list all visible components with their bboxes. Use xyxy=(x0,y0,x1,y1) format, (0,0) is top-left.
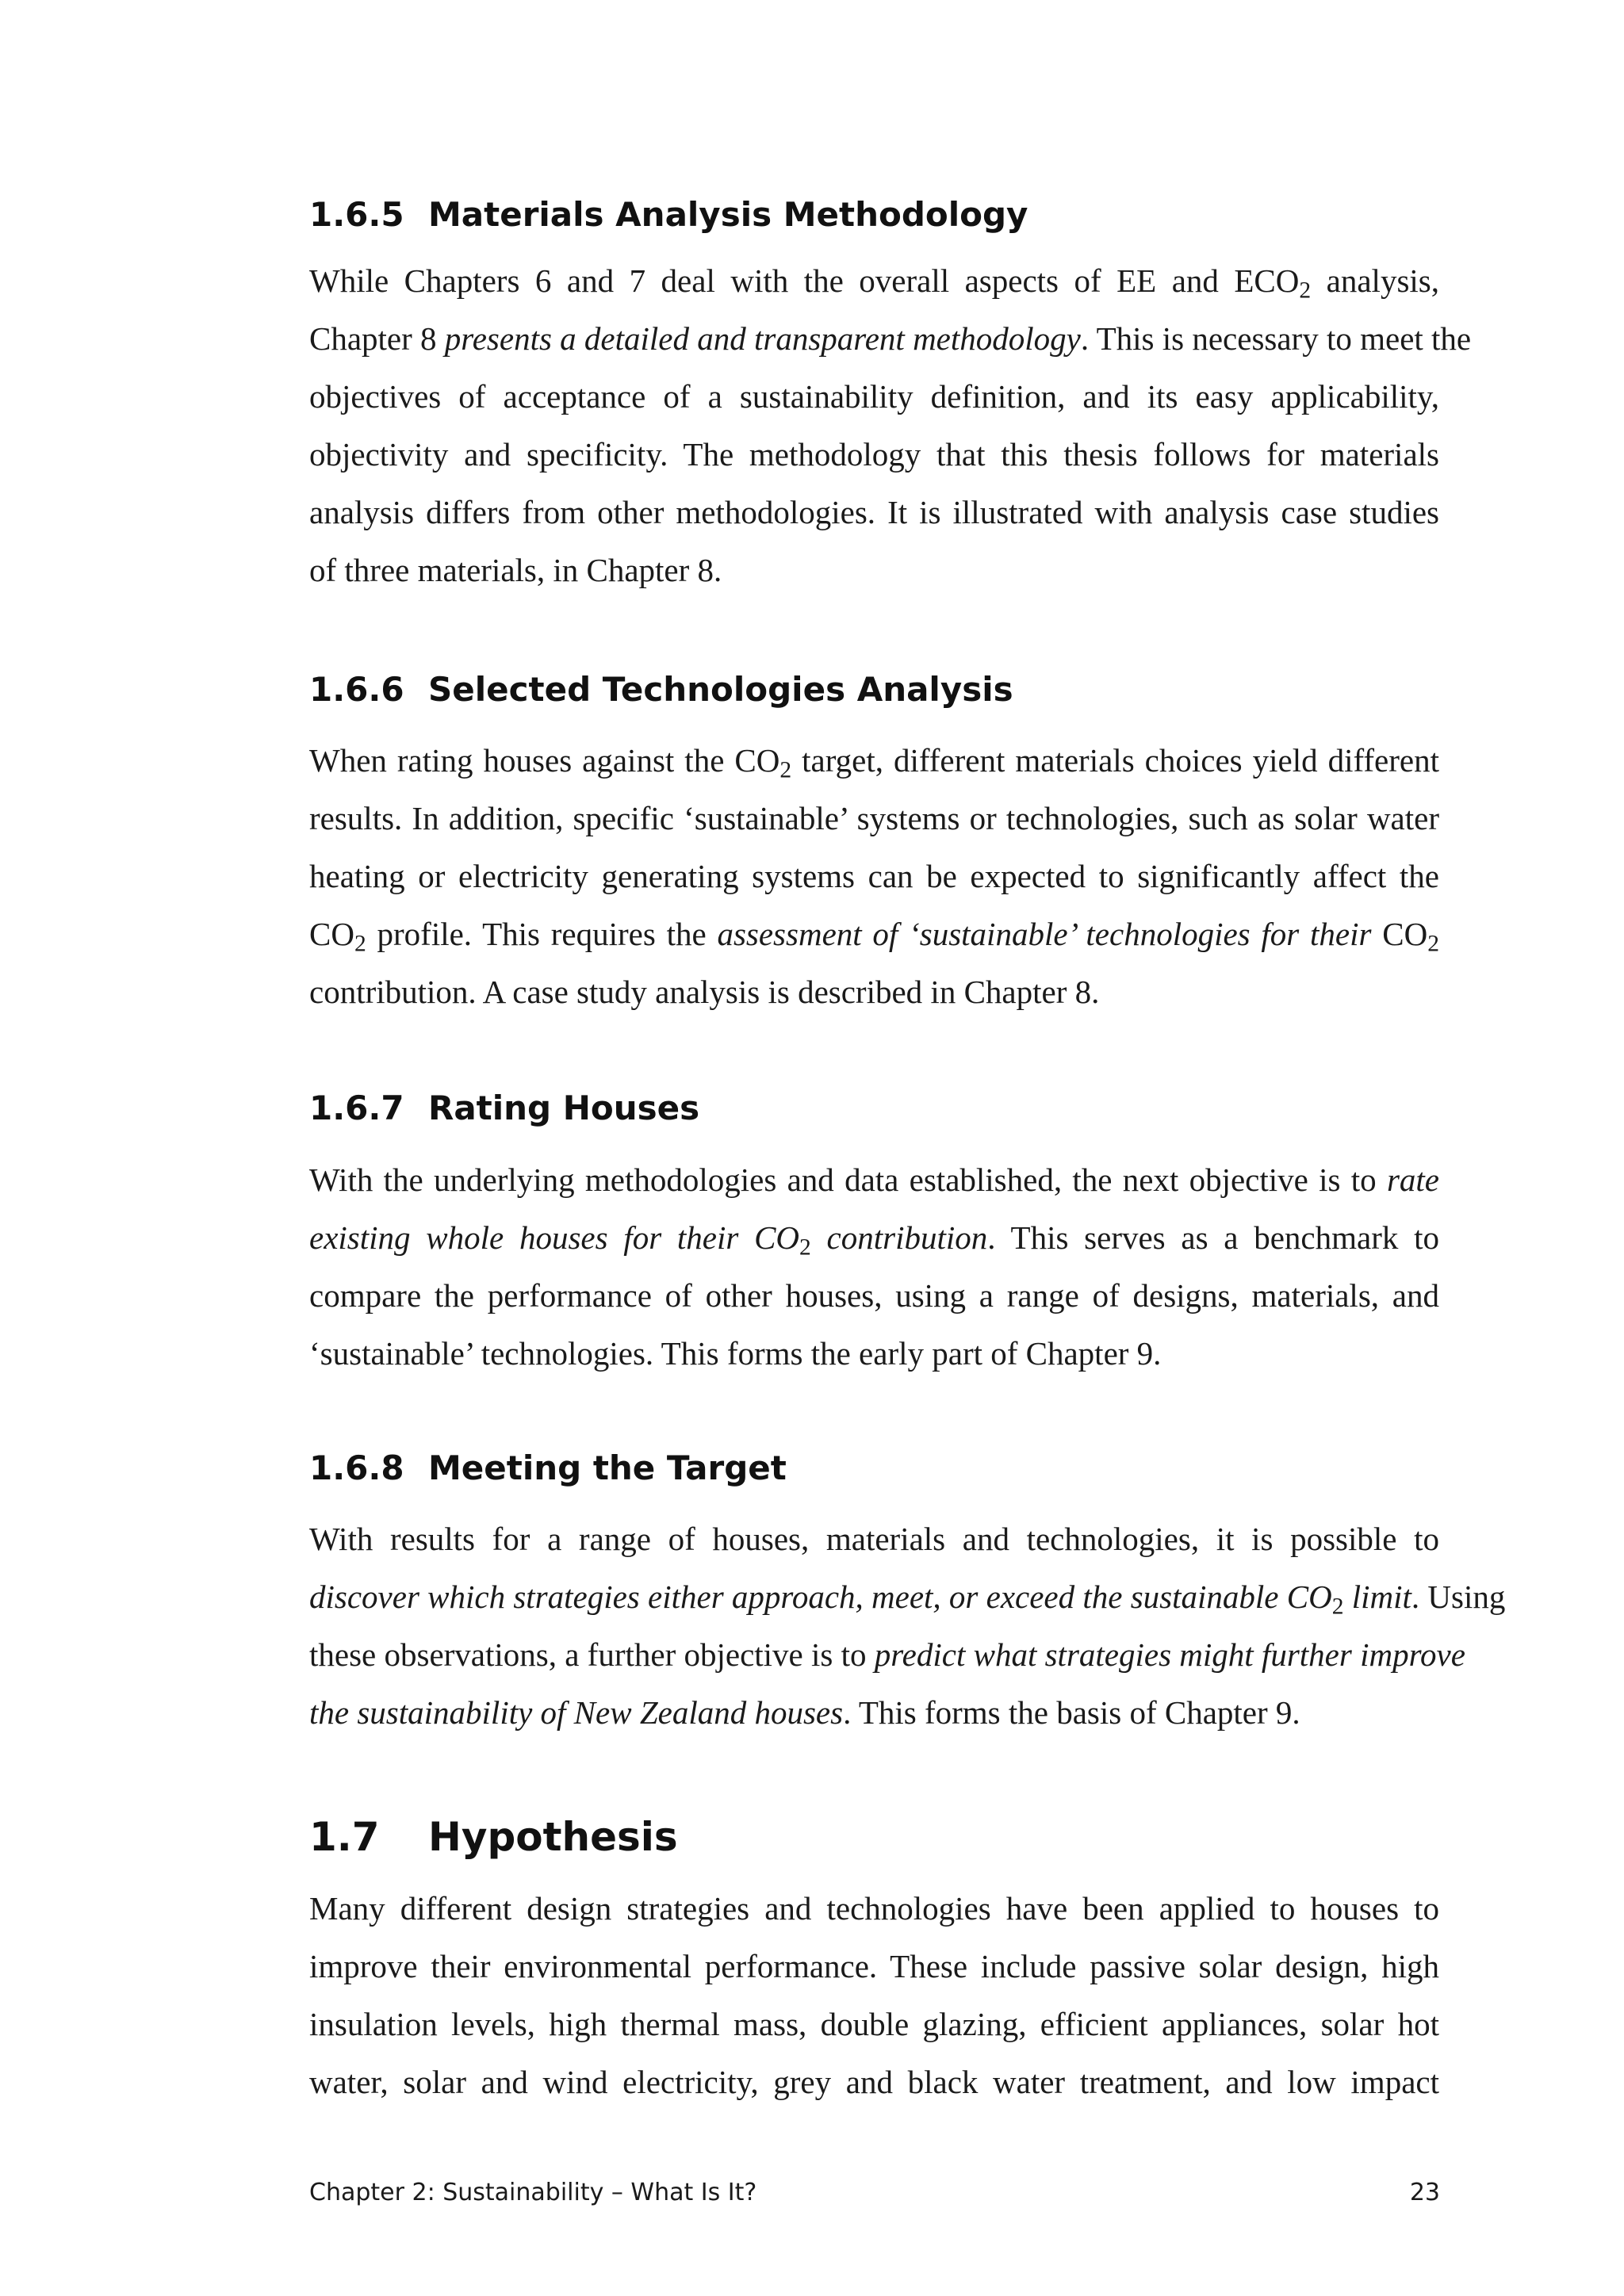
section-title: Selected Technologies Analysis xyxy=(428,670,1013,709)
section-number: 1.6.5 xyxy=(309,195,404,234)
emphasis: assessment of ‘sustainable’ technologies for their xyxy=(717,916,1372,952)
section-heading-1-6-6 xyxy=(309,670,1013,709)
text-line: With results for a range of houses, materials and technologies, it is possible to xyxy=(309,1521,1439,1557)
section-title: Materials Analysis Methodology xyxy=(428,195,1028,234)
emphasis: discover which strategies either approach, meet, or exceed the sustainable CO xyxy=(309,1578,1332,1615)
section-title: Rating Houses xyxy=(428,1089,700,1127)
section-heading-1-6-7 xyxy=(309,1089,699,1127)
paragraph-selected-technologies xyxy=(309,732,1439,1021)
text-line: compare the performance of other houses, using a range of designs, materials, and xyxy=(309,1277,1439,1314)
section-title: Hypothesis xyxy=(428,1814,678,1860)
text-line: improve their environmental performance. These include passive solar design, high xyxy=(309,1948,1439,1984)
text-line: contribution. A case study analysis is described in Chapter 8. xyxy=(309,974,1100,1010)
text-line: existing whole houses for their $CO_2$ contribution. This serves as a benchmark to xyxy=(309,1219,1439,1261)
section-number: 1.6.7 xyxy=(309,1089,404,1127)
section-heading-1-7 xyxy=(309,1814,678,1860)
paragraph-materials-analysis xyxy=(309,252,1472,599)
emphasis: predict what strategies might further improve xyxy=(874,1636,1465,1673)
emphasis: rate xyxy=(1386,1161,1439,1198)
footer-chapter-title: Chapter 2: Sustainability – What Is It? xyxy=(309,2179,757,2206)
text-line: $CO_2$ profile. This requires the assessment of ‘sustainable’ technologies for their $CO_2$ xyxy=(309,916,1439,957)
text-line: results. In addition, specific ‘sustainable’ systems or technologies, such as solar water xyxy=(309,800,1439,836)
text-line: the sustainability of New Zealand houses. This forms the basis of Chapter 9. xyxy=(309,1694,1300,1731)
text-line: objectives of acceptance of a sustainability definition, and its easy applicability, xyxy=(309,378,1439,415)
text-line: insulation levels, high thermal mass, double glazing, efficient appliances, solar hot xyxy=(309,2006,1439,2042)
section-title: Meeting the Target xyxy=(428,1448,787,1487)
section-number: 1.7 xyxy=(309,1814,380,1860)
emphasis: limit xyxy=(1343,1578,1411,1615)
emphasis: contribution xyxy=(810,1219,988,1256)
section-number: 1.6.6 xyxy=(309,670,404,709)
text-line: water, solar and wind electricity, grey and black water treatment, and low impact xyxy=(309,2064,1439,2100)
emphasis: the sustainability of New Zealand houses xyxy=(309,1694,844,1731)
page-number: 23 xyxy=(1409,2179,1440,2206)
section-heading-1-6-5 xyxy=(309,195,1028,234)
section-heading-1-6-8 xyxy=(309,1448,787,1487)
section-number: 1.6.8 xyxy=(309,1448,404,1487)
text-line: analysis differs from other methodologies. It is illustrated with analysis case studies xyxy=(309,494,1439,530)
paragraph-hypothesis xyxy=(309,1880,1439,2111)
text-line: discover which strategies either approach, meet, or exceed the sustainable $CO_2$ limit. Using xyxy=(309,1578,1506,1620)
text-line: of three materials, in Chapter 8. xyxy=(309,552,722,588)
text-line: With the underlying methodologies and data established, the next objective is to rate xyxy=(309,1161,1439,1198)
text-line: these observations, a further objective is to predict what strategies might further improve xyxy=(309,1636,1465,1673)
text-line: Chapter 8 presents a detailed and transparent methodology. This is necessary to meet the xyxy=(309,320,1472,357)
text-line: Many different design strategies and technologies have been applied to houses to xyxy=(309,1890,1439,1927)
text-line: When rating houses against the $CO_2$ target, different materials choices yield different xyxy=(309,742,1439,783)
paragraph-meeting-target xyxy=(309,1510,1506,1742)
emphasis: presents a detailed and transparent methodology xyxy=(444,320,1081,357)
text-line: While Chapters 6 and 7 deal with the overall aspects of EE and $ECO_2$ analysis, xyxy=(309,262,1439,304)
text-line: ‘sustainable’ technologies. This forms the early part of Chapter 9. xyxy=(309,1335,1162,1372)
text-line: objectivity and specificity. The methodology that this thesis follows for materials xyxy=(309,436,1439,473)
text-line: heating or electricity generating systems can be expected to significantly affect the xyxy=(309,858,1439,894)
paragraph-rating-houses xyxy=(309,1151,1439,1383)
emphasis: existing whole houses for their CO xyxy=(309,1219,800,1256)
